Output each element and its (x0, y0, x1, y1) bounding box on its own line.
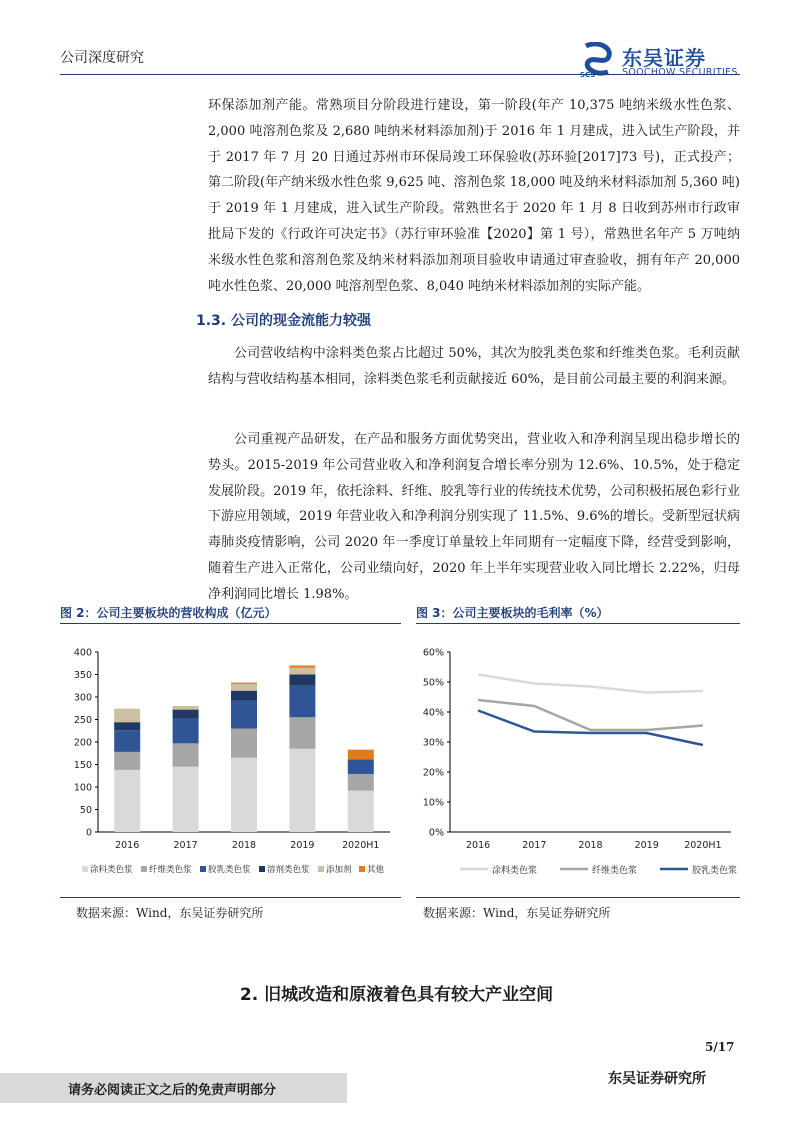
section-heading-1-3: 1.3. 公司的现金流能力较强 (196, 313, 371, 329)
fig3-series-line (478, 675, 703, 693)
fig2-bar-segment (173, 706, 199, 710)
fig3-x-tick-label: 2020H1 (684, 840, 722, 851)
fig2-bar-segment (173, 743, 199, 766)
fig2-legend-swatch (318, 866, 324, 872)
fig2-x-tick-label: 2016 (115, 840, 140, 851)
fig3-y-tick-label: 0% (428, 827, 444, 839)
fig2-bar-segment (348, 774, 374, 791)
fig3-x-tick-label: 2017 (522, 840, 547, 851)
page-number: 5/17 (705, 1040, 735, 1054)
fig2-bar-segment (289, 675, 315, 686)
fig2-y-tick-label: 350 (73, 670, 92, 681)
fig3-y-tick-label: 30% (422, 737, 444, 749)
fig3-series-line (478, 700, 703, 730)
fig3-x-tick-label: 2018 (578, 840, 603, 851)
footer-institute: 东吴证券研究所 (608, 1071, 706, 1087)
fig2-bar-segment (114, 722, 140, 730)
fig2-bar-segment (348, 750, 374, 760)
section-heading-2: 2. 旧城改造和原液着色具有较大产业空间 (239, 985, 554, 1005)
fig2-y-tick-label: 0 (85, 827, 92, 839)
fig2-y-tick-label: 50 (79, 805, 92, 816)
fig3-x-tick-label: 2019 (634, 840, 659, 851)
fig2-bar-segment (114, 752, 140, 770)
logo-en-text: SOOCHOW SECURITIES (622, 67, 738, 78)
fig2-legend-label: 涂料类色浆 (90, 865, 133, 875)
figure2-title: 图 2：公司主要板块的营收构成（亿元） (60, 606, 277, 620)
fig2-legend-label: 添加剂 (326, 865, 352, 875)
fig2-x-tick-label: 2017 (173, 840, 198, 851)
fig2-bar-segment (289, 717, 315, 749)
fig2-bar-segment (231, 701, 257, 729)
fig2-y-tick-label: 400 (73, 647, 92, 659)
figure3-top-rule (416, 623, 740, 624)
figure3-bottom-rule (416, 897, 740, 898)
fig3-y-tick-label: 20% (422, 767, 444, 779)
fig2-y-tick-label: 300 (73, 692, 92, 704)
fig2-legend-label: 胶乳类色浆 (208, 865, 251, 875)
fig2-bar-segment (231, 691, 257, 701)
fig2-legend-label: 溶剂类色浆 (267, 865, 310, 875)
fig2-bar-segment (173, 767, 199, 832)
logo-mark-icon (578, 42, 618, 78)
fig2-bar-segment (289, 686, 315, 718)
fig3-legend-label: 纤维类色浆 (592, 866, 638, 876)
fig3-legend-label: 涂料类色浆 (492, 866, 538, 876)
figure2-top-rule (60, 623, 401, 624)
fig2-x-tick-label: 2019 (290, 840, 315, 851)
fig2-bar-segment (173, 710, 199, 719)
fig3-y-tick-label: 10% (422, 797, 444, 809)
fig2-bar-segment (289, 668, 315, 675)
fig2-legend-swatch (359, 866, 365, 872)
paragraph-capacity (208, 93, 740, 299)
fig2-bar-segment (173, 719, 199, 744)
fig3-y-tick-label: 50% (422, 677, 444, 689)
fig2-bar-segment (231, 684, 257, 691)
figure3-source: 数据来源：Wind，东吴证券研究所 (423, 906, 611, 920)
fig3-y-tick-label: 40% (422, 707, 444, 719)
paragraph-growth-text: 公司重视产品研发，在产品和服务方面优势突出，营业收入和净利润呈现出稳步增长的势头。2015-2019 年公司营业收入和净利润复合增长率分别为 12.6%、10.5%，处于稳定发展阶段。2019 年，依托涂料、纤维、胶乳等行业的传统技术优势，公司积极拓展色彩行业下游应用领域，2019 年营业收入和净利润分别实现了 11.5%、9.6%的增长。受新型冠状病毒肺炎疫情影响，公司 2020 年一季度订单量较上年同期有一定幅度下降，经营受到影响，随着生产进入正常化，公司业绩向好，2020 年上半年实现营业收入同比增长 2.22%，归母净利润同比增长 1.98%。 (208, 432, 740, 602)
paragraph-growth (208, 427, 740, 608)
fig3-legend-label: 胶乳类色浆 (692, 866, 738, 876)
fig2-legend-label: 其他 (367, 865, 385, 875)
fig2-bar-segment (348, 791, 374, 832)
fig2-bar-segment (114, 770, 140, 832)
figure2-stacked-bar-chart (60, 640, 401, 890)
fig2-y-tick-label: 150 (73, 760, 92, 771)
fig2-y-tick-label: 200 (73, 737, 92, 749)
fig2-legend-swatch (200, 866, 206, 872)
fig2-bar-segment (348, 760, 374, 774)
figure3-title: 图 3：公司主要板块的毛利率（%） (416, 606, 609, 620)
fig2-y-tick-label: 250 (73, 715, 92, 726)
fig2-bar-segment (231, 683, 257, 684)
paragraph-revenue-structure-text: 公司营收结构中涂料类色浆占比超过 50%，其次为胶乳类色浆和纤维类色浆。毛利贡献结构与营收结构基本相同，涂料类色浆毛利贡献接近 60%，是目前公司最主要的利润来源。 (208, 346, 740, 387)
fig2-x-tick-label: 2020H1 (342, 840, 380, 851)
fig2-legend-swatch (82, 866, 88, 872)
fig2-bar-segment (114, 709, 140, 723)
fig2-y-tick-label: 100 (73, 782, 92, 794)
figure2-bottom-rule (60, 897, 401, 898)
paragraph-capacity-text: 环保添加剂产能。常熟项目分阶段进行建设，第一阶段(年产 10,375 吨纳米级水性色浆、2,000 吨溶剂色浆及 2,680 吨纳米材料添加剂)于 2016 年 1 月建成，进入试生产阶段，并于 2017 年 7 月 20 日通过苏州市环保局竣工环保验收(苏环验[2017]73 号)，正式投产；第二阶段(年产纳米级水性色浆 9,625 吨、溶剂色浆 18,000 吨及纳米材料添加剂 5,360 吨)于 2019 年 1 月建成，进入试生产阶段。常熟世名于 2020 年 1 月 8 日收到苏州市行政审批局下发的《行政许可决定书》（苏行审环验准【2020】第 1 号），常熟世名年产 5 万吨纳米级水性色浆和溶剂色浆及纳米材料添加剂项目验收申请通过审查验收，拥有年产 20,000 吨水性色浆、20,000 吨溶剂型色浆、8,040 吨纳米材料添加剂的实际产能。 (208, 98, 740, 294)
figure3-line-chart (416, 640, 740, 890)
company-logo (578, 42, 743, 78)
fig2-bar-segment (114, 730, 140, 752)
logo-mark-text: SCS (580, 71, 596, 78)
fig3-x-tick-label: 2016 (466, 840, 491, 851)
logo-cn-text: 东吴证券 (622, 46, 706, 70)
fig2-legend-label: 纤维类色浆 (149, 865, 192, 875)
fig2-x-tick-label: 2018 (231, 840, 257, 851)
fig2-bar-segment (289, 749, 315, 832)
fig2-legend-swatch (141, 866, 147, 872)
figure2-source: 数据来源：Wind，东吴证券研究所 (76, 906, 264, 920)
fig2-bar-segment (231, 758, 257, 832)
fig2-bar-segment (289, 666, 315, 668)
header-section-label: 公司深度研究 (60, 50, 144, 66)
fig2-legend-swatch (259, 866, 265, 872)
header-rule (60, 74, 740, 75)
fig3-y-tick-label: 60% (422, 647, 444, 659)
fig2-bar-segment (231, 729, 257, 758)
footer-disclaimer: 请务必阅读正文之后的免责声明部分 (68, 1083, 277, 1098)
paragraph-revenue-structure (208, 341, 740, 393)
